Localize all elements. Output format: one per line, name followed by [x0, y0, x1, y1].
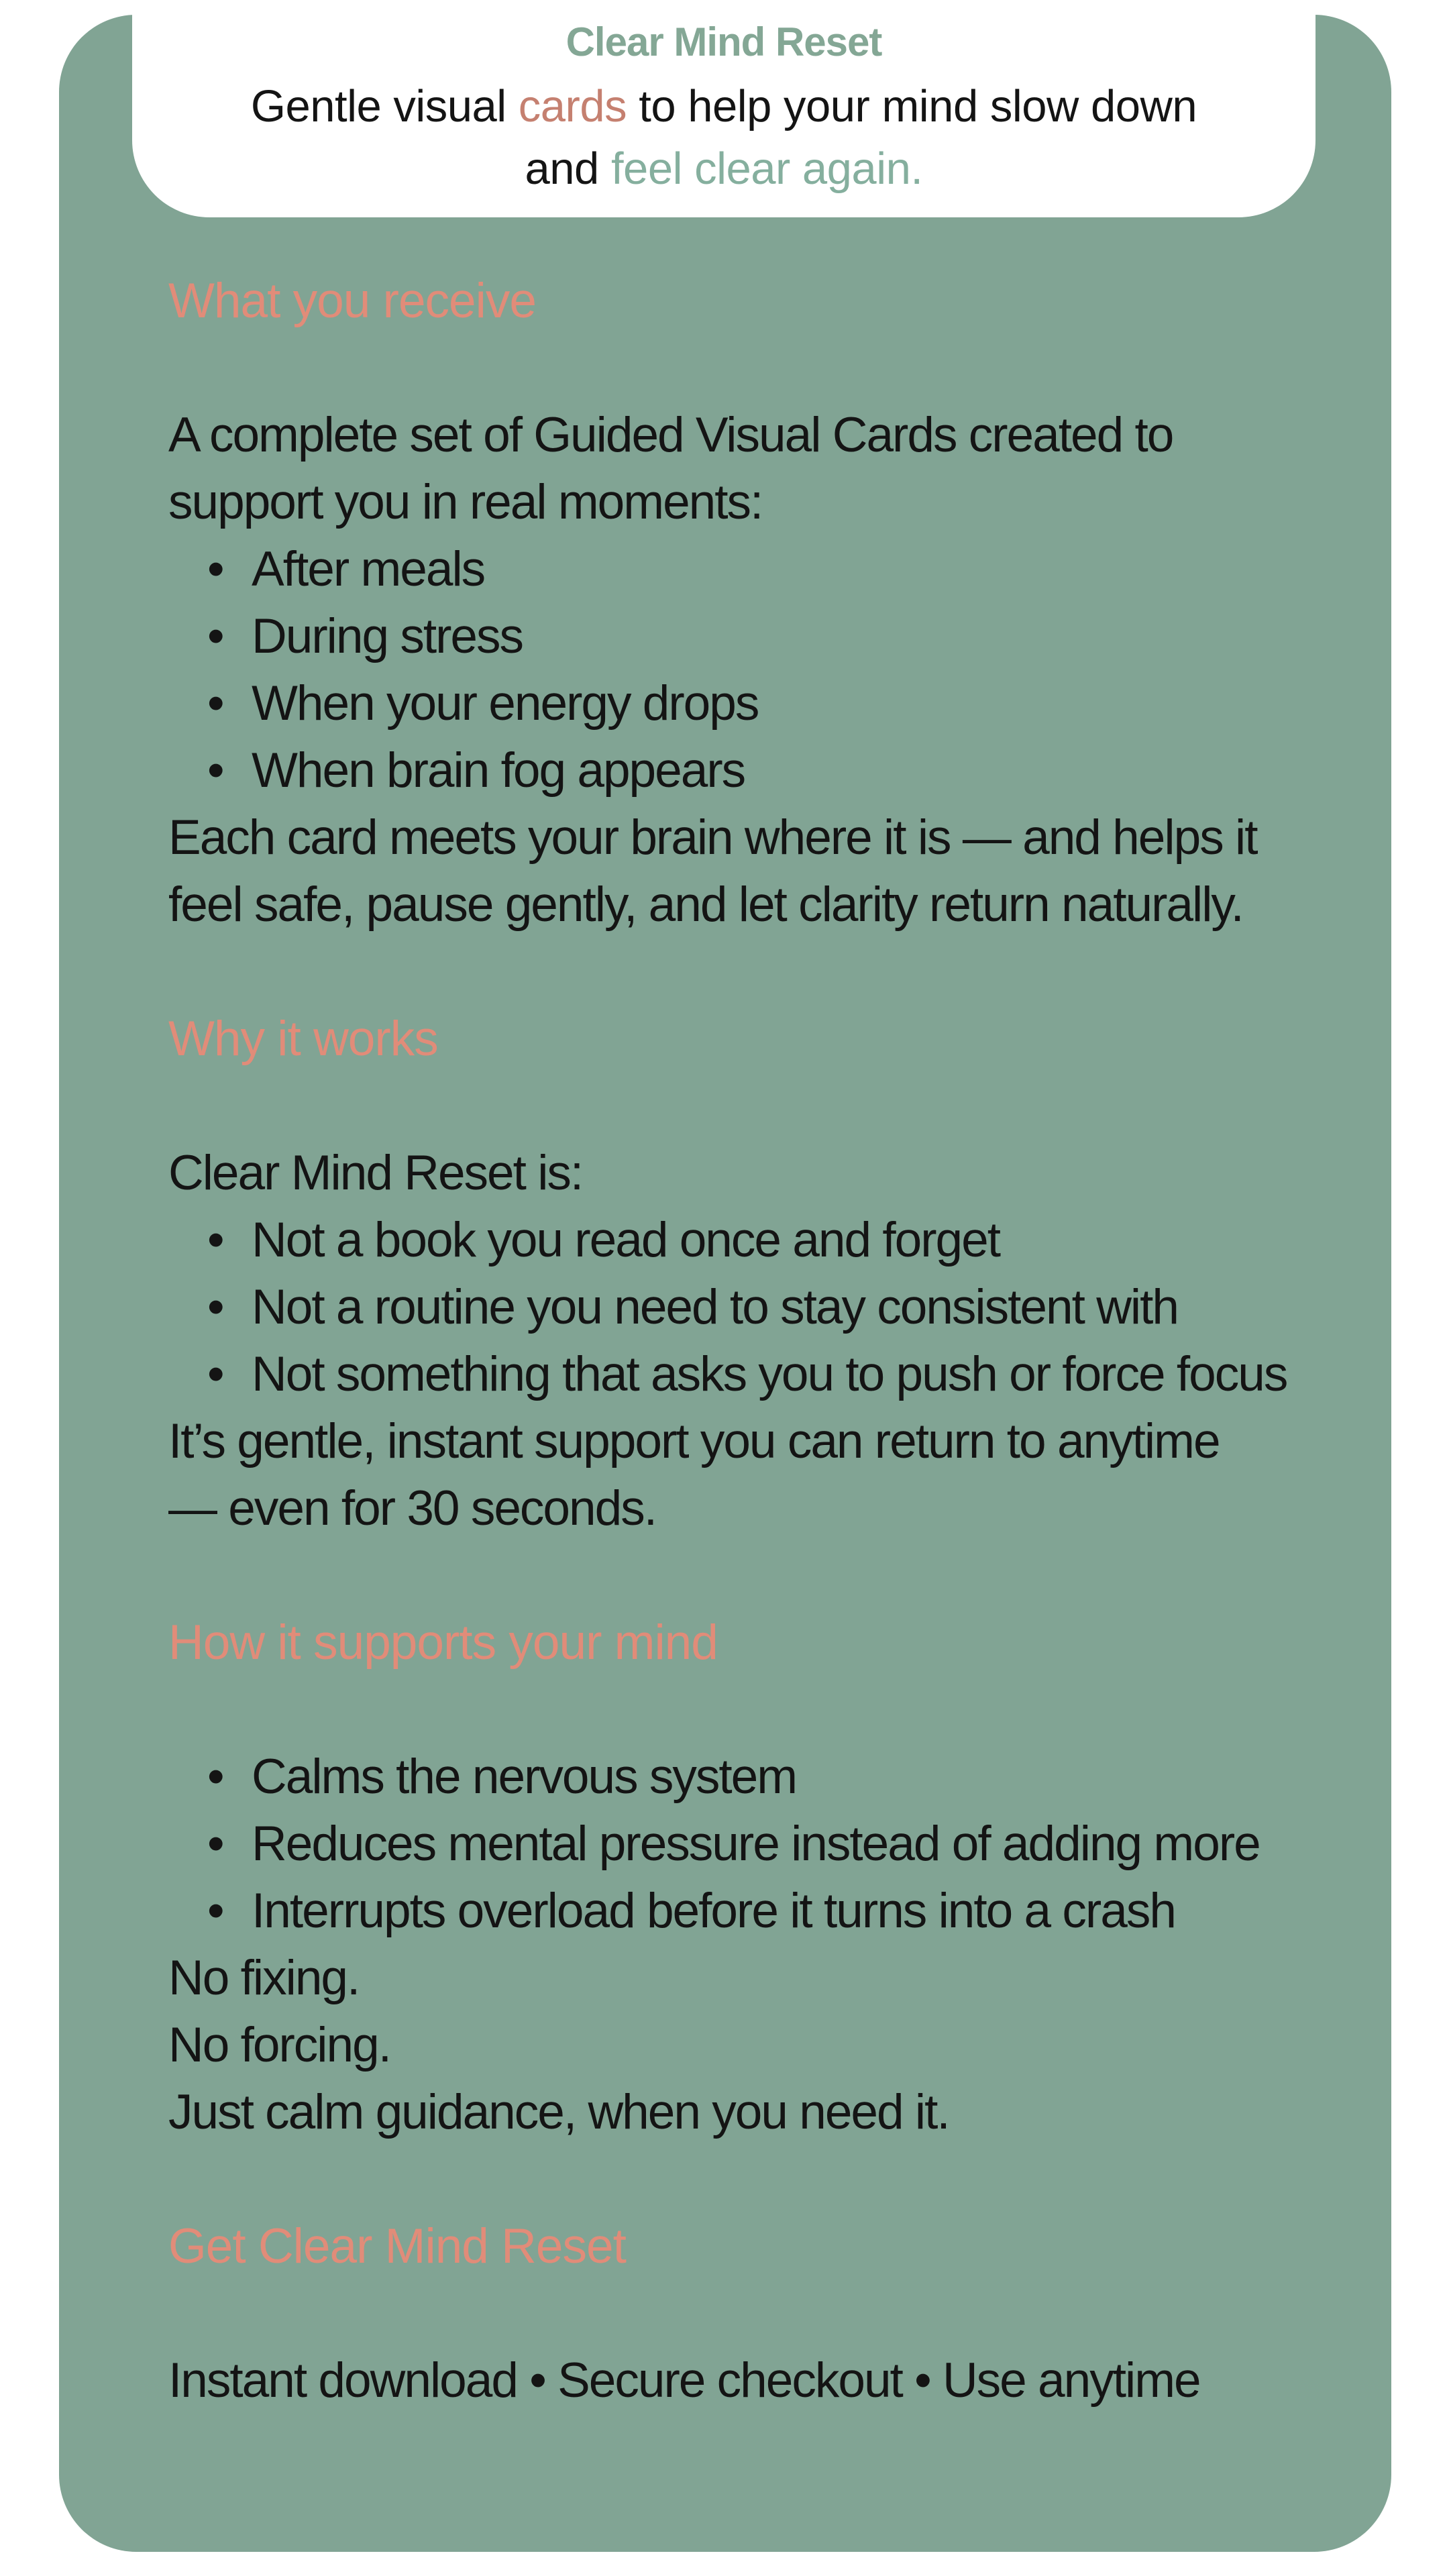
section-heading-how-it-supports: How it supports your mind — [168, 1615, 718, 1670]
subtitle-text: Gentle visual — [250, 81, 519, 131]
list-item: • During stress — [168, 603, 1421, 670]
subtitle-accent-cards: cards — [518, 81, 627, 131]
paragraph-line: No fixing. — [168, 1951, 360, 2005]
paragraph-line: Each card meets your brain where it is — and helps it — [168, 810, 1257, 865]
list-item: • Not a routine you need to stay consistent with — [168, 1274, 1421, 1341]
paragraph-line: — even for 30 seconds. — [168, 1481, 656, 1536]
list-item: • Reduces mental pressure instead of adding more — [168, 1811, 1421, 1878]
list-item: • When brain fog appears — [168, 737, 1421, 804]
list-item: • Not a book you read once and forget — [168, 1207, 1421, 1274]
paragraph-line: Clear Mind Reset is: — [168, 1146, 583, 1200]
subtitle-text: to help your mind slow down — [627, 81, 1197, 131]
list-item: • Calms the nervous system — [168, 1743, 1421, 1811]
body-content — [168, 268, 1421, 2414]
paragraph-line: It’s gentle, instant support you can return to anytime — [168, 1414, 1220, 1468]
list-item: • Not something that asks you to push or force focus — [168, 1341, 1421, 1408]
list-item: • After meals — [168, 536, 1421, 603]
paragraph-line: Just calm guidance, when you need it. — [168, 2085, 949, 2139]
section-heading-why-it-works: Why it works — [168, 1012, 438, 1066]
section-heading-get: Get Clear Mind Reset — [168, 2219, 626, 2273]
paragraph-line: support you in real moments: — [168, 475, 763, 529]
list-item: • Interrupts overload before it turns into a crash — [168, 1878, 1421, 1945]
header-card — [132, 0, 1316, 217]
footer-tagline: Instant download • Secure checkout • Use anytime — [168, 2353, 1200, 2408]
paragraph-line: A complete set of Guided Visual Cards created to — [168, 408, 1173, 462]
subtitle-text: and — [525, 144, 611, 194]
content-card — [59, 15, 1391, 2552]
section-heading-what-you-receive: What you receive — [168, 274, 536, 328]
list-item: • When your energy drops — [168, 670, 1421, 737]
page-title: Clear Mind Reset — [566, 19, 882, 64]
paragraph-line: feel safe, pause gently, and let clarity return naturally. — [168, 877, 1243, 932]
subtitle-accent-feel-clear: feel clear again. — [610, 144, 923, 194]
subtitle — [132, 75, 1316, 200]
paragraph-line: No forcing. — [168, 2018, 390, 2072]
